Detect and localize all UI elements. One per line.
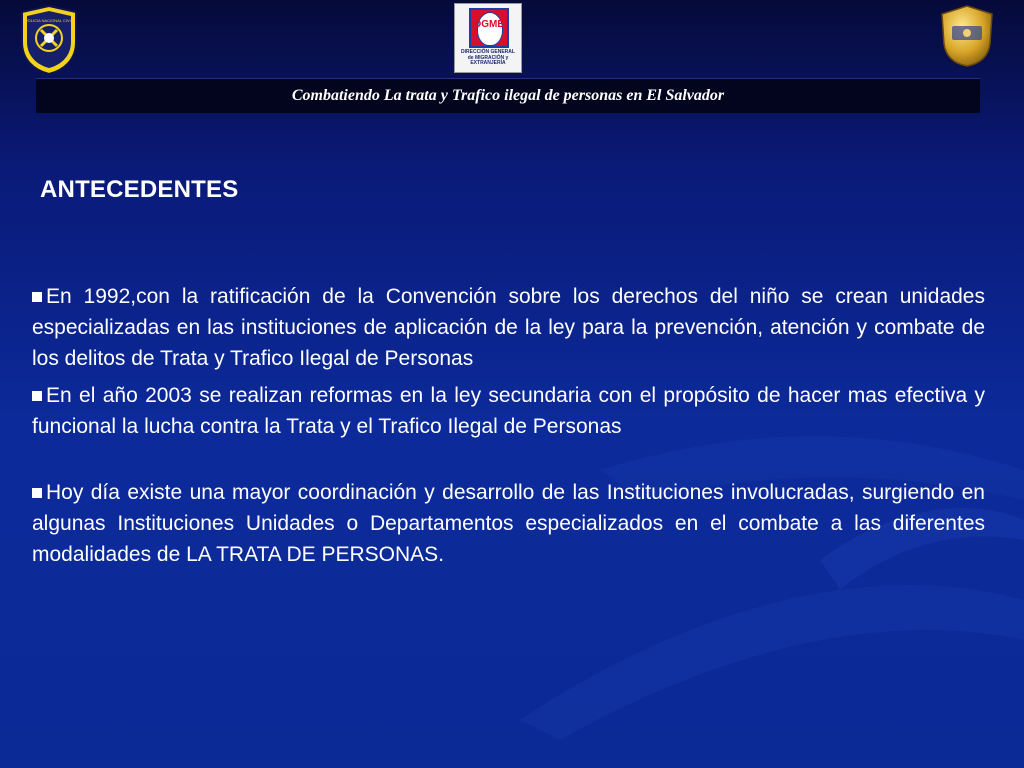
- policia-nacional-civil-badge-icon: [20, 4, 78, 76]
- dgme-logo-icon: [454, 3, 522, 73]
- svg-text:POLICIA NACIONAL CIVIL: POLICIA NACIONAL CIVIL: [24, 18, 74, 23]
- square-bullet-icon: [32, 488, 42, 498]
- slide-content: [32, 281, 985, 576]
- slide-heading: ANTECEDENTES: [40, 176, 239, 203]
- bullet-paragraph: Hoy día existe una mayor coordinación y desarrollo de las Instituciones involucradas, surgiendo en algunas Instituciones Unidades o Departamentos especializados en el combate a las diferentes modalidades de LA TRATA DE PERSONAS.: [32, 481, 985, 566]
- dgme-caption: DIRECCIÓN GENERAL de MIGRACIÓN y EXTRANJERÍA: [461, 49, 515, 66]
- title-banner: [36, 78, 980, 113]
- square-bullet-icon: [32, 292, 42, 302]
- bullet-paragraph: En el año 2003 se realizan reformas en la ley secundaria con el propósito de hacer mas efectiva y funcional la lucha contra la Trata y el Trafico Ilegal de Personas: [32, 384, 985, 438]
- bullet-paragraph: En 1992,con la ratificación de la Convención sobre los derechos del niño se crean unidades especializadas en las instituciones de aplicación de la ley para la prevención, atención y combate de los delitos de Trata y Trafico Ilegal de Personas: [32, 285, 985, 370]
- banner-text: Combatiendo La trata y Trafico ilegal de personas en El Salvador: [291, 87, 725, 104]
- square-bullet-icon: [32, 391, 42, 401]
- gold-badge-icon: [940, 4, 994, 68]
- dgme-mark: DGME: [469, 8, 509, 48]
